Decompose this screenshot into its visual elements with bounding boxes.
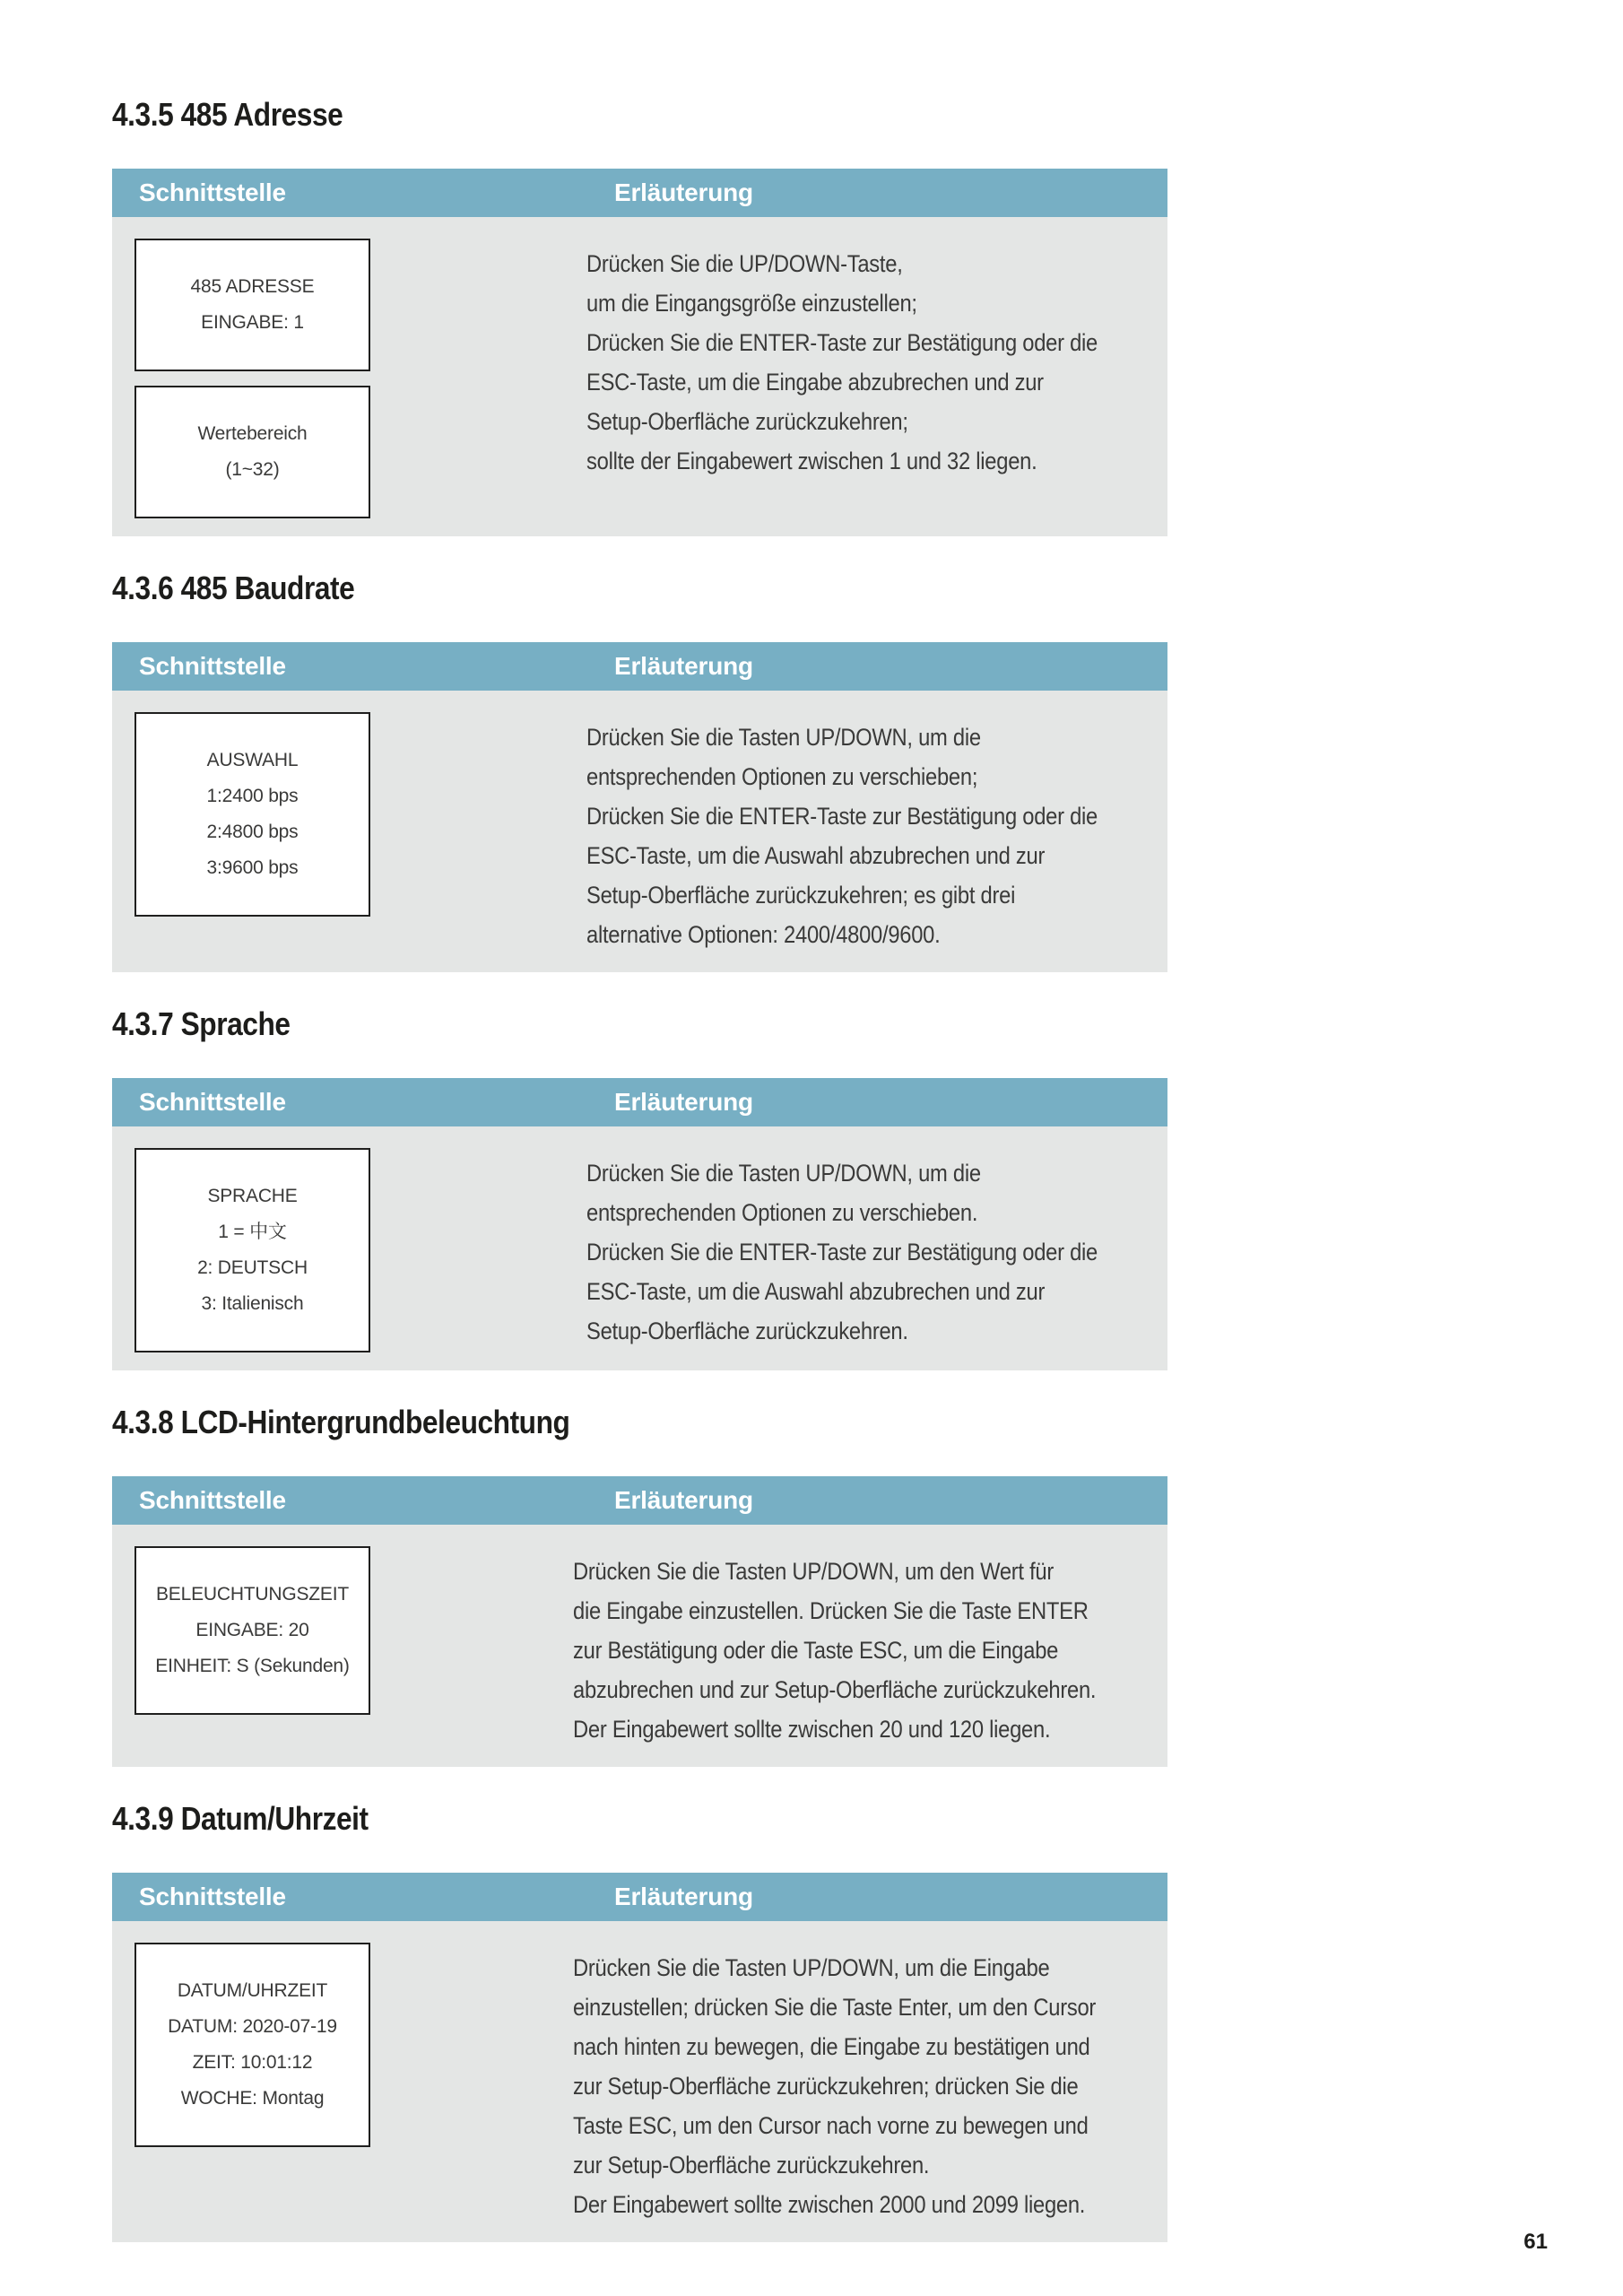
lcd-screen-box (135, 386, 370, 518)
lcd-box-line: 2: DEUTSCH (197, 1257, 308, 1278)
explanation-line: entsprechenden Optionen zu verschieben. (586, 1199, 978, 1226)
explanation-column (586, 1148, 1167, 1352)
table-header-row (112, 169, 1167, 217)
explanation-line: einzustellen; drücken Sie die Taste Enter, um den Cursor (573, 1994, 1097, 2021)
lcd-box-line: ZEIT: 10:01:12 (192, 2052, 313, 2073)
explanation-line: Setup-Oberfläche zurückzukehren; (586, 408, 908, 435)
interface-column (112, 1943, 573, 2224)
table-body-row (112, 1126, 1167, 1370)
explanation-line: Drücken Sie die Tasten UP/DOWN, um die (586, 1160, 982, 1187)
lcd-box-line: 2:4800 bps (206, 822, 299, 842)
interface-column (112, 1148, 586, 1352)
settings-table (112, 642, 1167, 972)
lcd-box-line: 3:9600 bps (206, 857, 299, 878)
explanation-line: Drücken Sie die Tasten UP/DOWN, um die (586, 724, 982, 751)
section-title: 4.3.9 Datum/Uhrzeit (112, 1800, 369, 1837)
explanation-line: Drücken Sie die ENTER-Taste zur Bestätigung oder die (586, 329, 1098, 356)
interface-column (112, 239, 586, 518)
settings-table (112, 1476, 1167, 1767)
lcd-screen-box (135, 1148, 370, 1352)
section-title: 4.3.7 Sprache (112, 1005, 291, 1042)
explanation-column (586, 712, 1167, 954)
explanation-line: abzubrechen und zur Setup-Oberfläche zurückzukehren. (573, 1676, 1097, 1703)
column-header-explanation: Erläuterung (614, 1883, 753, 1910)
column-header-interface: Schnittstelle (139, 652, 286, 680)
table-body-row (112, 691, 1167, 972)
explanation-line: Drücken Sie die UP/DOWN-Taste, (586, 250, 903, 277)
explanation-line: ESC-Taste, um die Eingabe abzubrechen und zur (586, 369, 1045, 396)
explanation-line: ESC-Taste, um die Auswahl abzubrechen und zur (586, 1278, 1046, 1305)
interface-column (112, 1546, 573, 1749)
table-header-row (112, 1476, 1167, 1525)
section-title: 4.3.6 485 Baudrate (112, 570, 355, 606)
lcd-box-line: EINGABE: 1 (201, 312, 304, 333)
section (112, 95, 1167, 536)
lcd-box-line: DATUM: 2020-07-19 (168, 2016, 337, 2037)
section-title: 4.3.8 LCD-Hintergrundbeleuchtung (112, 1404, 570, 1440)
lcd-box-line: 485 ADRESSE (190, 276, 315, 297)
explanation-line: zur Bestätigung oder die Taste ESC, um die Eingabe (573, 1637, 1059, 1664)
explanation-line: Drücken Sie die ENTER-Taste zur Bestätigung oder die (586, 1239, 1098, 1265)
lcd-box-line: SPRACHE (207, 1186, 298, 1206)
table-body-row (112, 1525, 1167, 1767)
explanation-line: entsprechenden Optionen zu verschieben; (586, 763, 978, 790)
table-body-row (112, 1921, 1167, 2242)
explanation-line: Taste ESC, um den Cursor nach vorne zu bewegen und (573, 2112, 1089, 2139)
explanation-line: sollte der Eingabewert zwischen 1 und 32 liegen. (586, 448, 1037, 474)
lcd-box-line: 3: Italienisch (201, 1293, 304, 1314)
explanation-line: zur Setup-Oberfläche zurückzukehren. (573, 2152, 930, 2179)
lcd-box-line: EINGABE: 20 (195, 1620, 309, 1640)
column-header-interface: Schnittstelle (139, 1883, 286, 1910)
section (112, 1799, 1167, 2242)
explanation-line: Drücken Sie die Tasten UP/DOWN, um den Wert für (573, 1558, 1055, 1585)
lcd-box-line: WOCHE: Montag (180, 2088, 325, 2109)
lcd-screen-box (135, 239, 370, 371)
lcd-box-line: Wertebereich (197, 423, 308, 444)
explanation-line: ESC-Taste, um die Auswahl abzubrechen und zur (586, 842, 1046, 869)
section (112, 1004, 1167, 1370)
table-body-row (112, 217, 1167, 536)
explanation-line: Der Eingabewert sollte zwischen 20 und 120 liegen. (573, 1716, 1051, 1743)
lcd-box-line: AUSWAHL (206, 750, 299, 770)
table-header-row (112, 642, 1167, 691)
lcd-box-line: BELEUCHTUNGSZEIT (156, 1584, 349, 1605)
lcd-box-line: 1:2400 bps (206, 786, 299, 806)
settings-table (112, 1078, 1167, 1370)
section-title: 4.3.5 485 Adresse (112, 96, 343, 133)
explanation-line: die Eingabe einzustellen. Drücken Sie die Taste ENTER (573, 1597, 1089, 1624)
explanation-line: um die Eingangsgröße einzustellen; (586, 290, 918, 317)
explanation-column (586, 239, 1167, 518)
lcd-screen-box (135, 1943, 370, 2147)
explanation-line: Drücken Sie die Tasten UP/DOWN, um die Eingabe (573, 1954, 1050, 1981)
explanation-column (573, 1943, 1167, 2224)
interface-column (112, 712, 586, 954)
column-header-explanation: Erläuterung (614, 652, 753, 680)
explanation-line: zur Setup-Oberfläche zurückzukehren; drücken Sie die (573, 2073, 1079, 2100)
explanation-line: Setup-Oberfläche zurückzukehren; es gibt drei (586, 882, 1016, 909)
sections (112, 95, 1167, 2242)
lcd-box-line: (1~32) (225, 459, 280, 480)
page-content (112, 63, 1167, 2242)
settings-table (112, 169, 1167, 536)
column-header-explanation: Erläuterung (614, 1486, 753, 1514)
explanation-line: alternative Optionen: 2400/4800/9600. (586, 921, 941, 948)
lcd-screen-box (135, 712, 370, 917)
column-header-interface: Schnittstelle (139, 1088, 286, 1116)
column-header-interface: Schnittstelle (139, 178, 286, 206)
section (112, 1403, 1167, 1767)
explanation-line: Drücken Sie die ENTER-Taste zur Bestätigung oder die (586, 803, 1098, 830)
lcd-box-line: DATUM/UHRZEIT (177, 1980, 328, 2001)
lcd-box-line: EINHEIT: S (Sekunden) (155, 1656, 350, 1676)
settings-table (112, 1873, 1167, 2242)
explanation-column (573, 1546, 1167, 1749)
column-header-interface: Schnittstelle (139, 1486, 286, 1514)
explanation-line: Der Eingabewert sollte zwischen 2000 und 2099 liegen. (573, 2191, 1086, 2218)
explanation-line: nach hinten zu bewegen, die Eingabe zu bestätigen und (573, 2033, 1090, 2060)
section (112, 569, 1167, 972)
lcd-box-line: 1 = 中文 (218, 1222, 287, 1242)
table-header-row (112, 1078, 1167, 1126)
lcd-screen-box (135, 1546, 370, 1715)
table-header-row (112, 1873, 1167, 1921)
page-number: 61 (1523, 2230, 1548, 2254)
column-header-explanation: Erläuterung (614, 178, 753, 206)
explanation-line: Setup-Oberfläche zurückzukehren. (586, 1318, 908, 1344)
column-header-explanation: Erläuterung (614, 1088, 753, 1116)
